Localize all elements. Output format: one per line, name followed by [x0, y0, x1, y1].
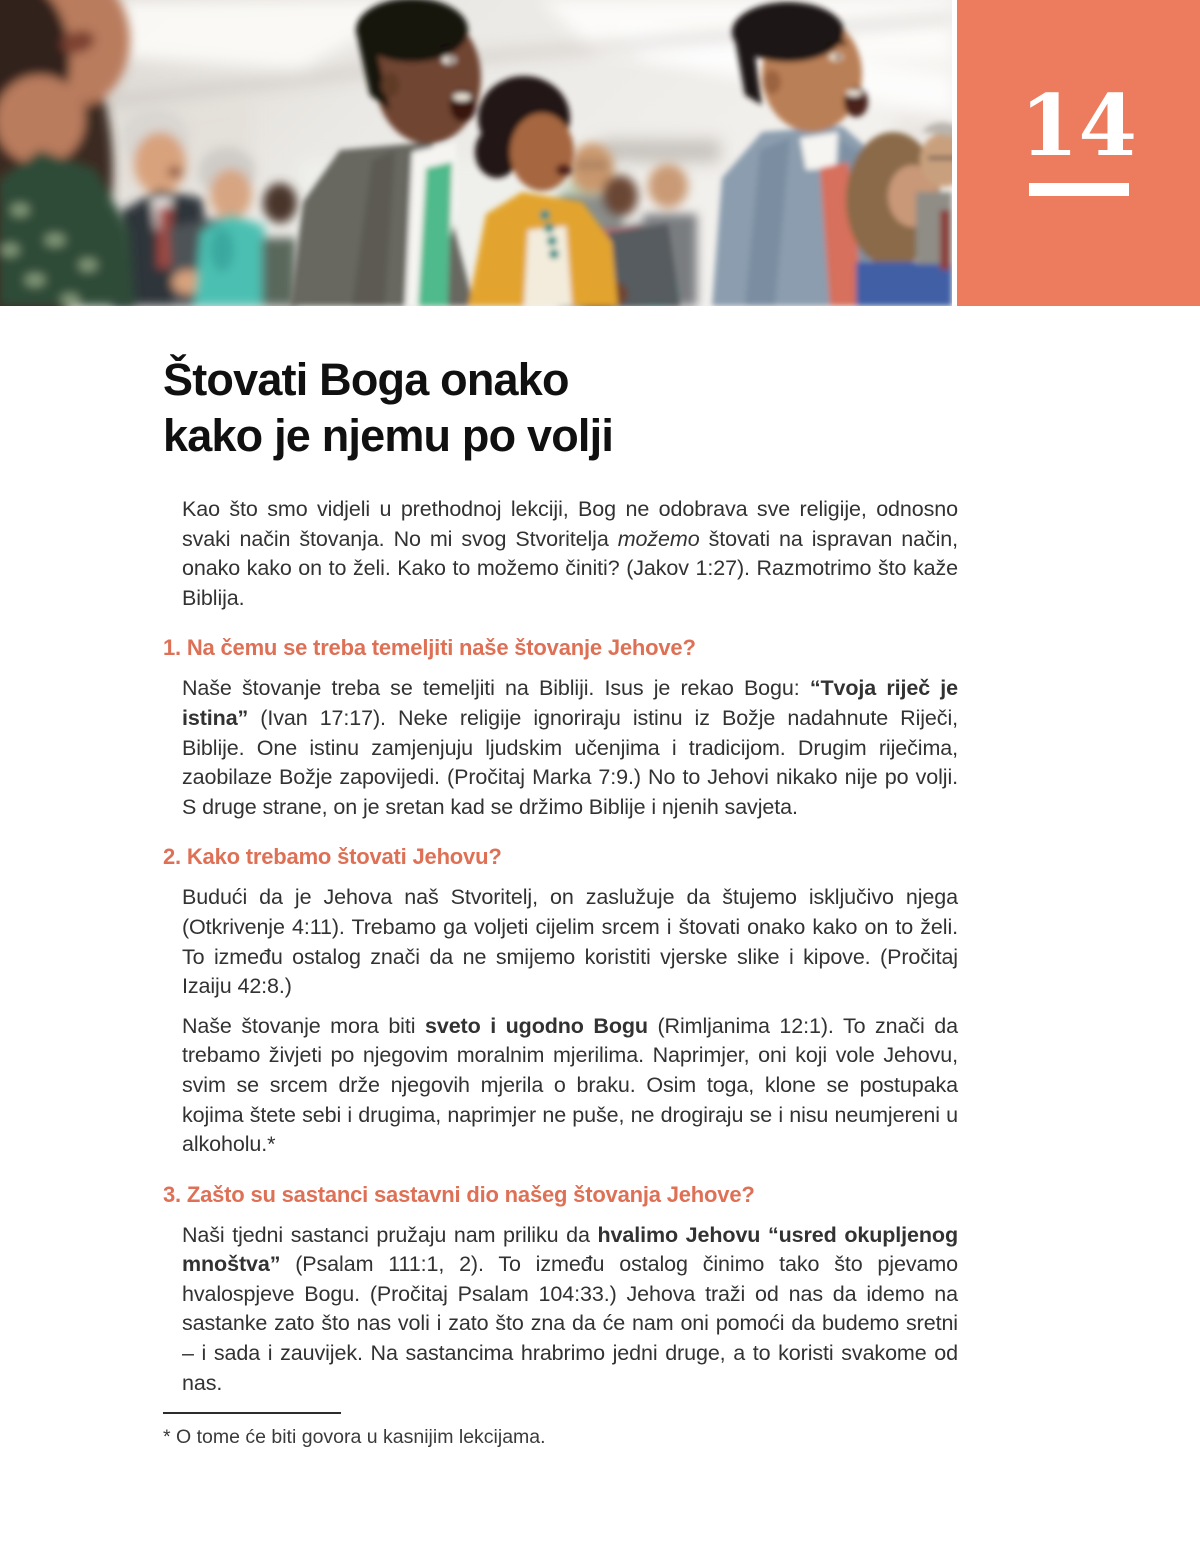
intro-paragraph: Kao što smo vidjeli u prethodnoj lekciji, Bog ne odobrava sve religije, odnosno svaki način štovanja. No mi svog Stvoritelja možemo štovati na ispravan način, onako kako on to želi. Kako to možemo činiti? (Jakov 1:27). Razmotrimo što kaže Biblija.: [182, 497, 959, 610]
lesson-number: 14: [1020, 76, 1137, 175]
section-3-heading: 3. Zašto su sastanci sastavni dio našeg štovanja Jehove?: [163, 1181, 755, 1207]
section-2-heading: 2. Kako trebamo štovati Jehovu?: [163, 844, 502, 870]
page-title: [163, 352, 958, 464]
section-1-heading: 1. Na čemu se treba temeljiti naše štovanje Jehove?: [163, 635, 696, 661]
lesson-number-badge: [957, 0, 1200, 306]
header: [0, 0, 1200, 306]
footnote-text: * O tome će biti govora u kasnijim lekcijama.: [163, 1426, 546, 1449]
section-2: [163, 843, 958, 1159]
title-line-1: Štovati Boga onako: [163, 354, 569, 405]
congregation-photo-illustration: [0, 0, 952, 306]
footnote-area: [163, 1412, 958, 1450]
section-3-paragraph-1: Naši tjedni sastanci pružaju nam priliku da hvalimo Jehovu “usred okupljenog mnoštva” (Psalam 111:1, 2). To između ostalog činimo tako što pjevamo hvalospjeve Bogu. (Pročitaj Psalam 104:33.) Jehova traži od nas da idemo na sastanke zato što nas voli i zato što zna da će nam oni pomoći da budemo sretni – i sada i zauvijek. Na sastancima hrabrimo jedni druge, a to koristi svakome od nas.: [182, 1222, 958, 1395]
title-line-2: kako je njemu po volji: [163, 410, 614, 461]
lesson-number-underline: [1029, 183, 1129, 196]
section-1-paragraph-1: Naše štovanje treba se temeljiti na Bibliji. Isus je rekao Bogu: “Tvoja riječ je istina” (Ivan 17:17). Neke religije ignoriraju istinu iz Božje nadahnute Riječi, Biblije. One istinu zamjenjuju ljudskim učenjima i tradicijom. Drugim riječima, zaobilaze Božje zapovijedi. (Pročitaj Marka 7:9.) No to Jehovi nikako nije po volji. S druge strane, on je sretan kad se držimo Biblije i njenih savjeta.: [182, 676, 958, 819]
section-2-paragraph-2: Naše štovanje mora biti sveto i ugodno Bogu (Rimljanima 12:1). To znači da trebamo živjeti po njegovim moralnim mjerilima. Naprimjer, oni koji vole Jehovu, svim se srcem drže njegovih mjerila o braku. Osim toga, klone se postupaka kojima štete sebi i drugima, naprimjer ne puše, ne drogiraju se i nisu neumjereni u alkoholu.*: [182, 1013, 959, 1157]
congregation-photo: [0, 0, 952, 306]
footnote-separator: [163, 1412, 341, 1414]
section-1: [163, 634, 958, 822]
section-2-paragraph-1: Budući da je Jehova naš Stvoritelj, on zaslužuje da štujemo isključivo njega (Otkrivenje 4:11). Trebamo ga voljeti cijelim srcem i štovati onako kako on to želi. To između ostalog znači da ne smijemo koristiti vjerske slike i kipove. (Pročitaj Izaiju 42:8.): [182, 885, 958, 999]
section-3: [163, 1181, 958, 1399]
lesson-content: [163, 352, 958, 1450]
